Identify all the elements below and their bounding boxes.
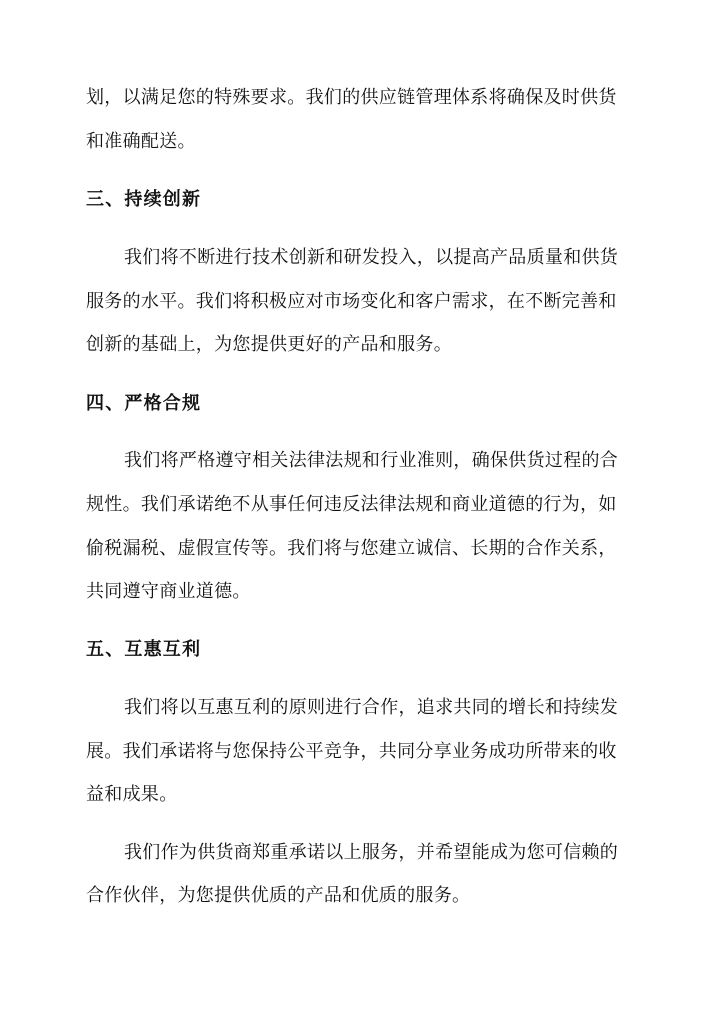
section-heading-mutual-benefit: 五、互惠互利 [86, 639, 202, 660]
closing-line-2: 合作伙伴，为您提供优质的产品和优质的服务。 [86, 885, 471, 906]
paragraph-line: 共同遵守商业道德。 [86, 581, 251, 602]
paragraph-line: 我们将以互惠互利的原则进行合作，追求共同的增长和持续发 [124, 697, 619, 718]
section-heading-compliance: 四、严格合规 [86, 393, 202, 414]
paragraph-line: 益和成果。 [86, 784, 178, 805]
continuation-line-1: 划，以满足您的特殊要求。我们的供应链管理体系将确保及时供货 [86, 87, 617, 108]
continuation-line-2: 和准确配送。 [86, 131, 196, 152]
paragraph-line: 展。我们承诺将与您保持公平竞争，共同分享业务成功所带来的收 [86, 741, 617, 762]
paragraph-line: 服务的水平。我们将积极应对市场变化和客户需求，在不断完善和 [86, 291, 617, 312]
section-heading-innovation: 三、持续创新 [86, 189, 202, 210]
closing-line-1: 我们作为供货商郑重承诺以上服务，并希望能成为您可信赖的 [124, 842, 619, 863]
paragraph-line: 偷税漏税、虚假宣传等。我们将与您建立诚信、长期的合作关系， [86, 538, 617, 559]
paragraph-line: 我们将不断进行技术创新和研发投入，以提高产品质量和供货 [124, 247, 619, 268]
paragraph-line: 我们将严格遵守相关法律法规和行业准则，确保供货过程的合 [124, 450, 619, 471]
paragraph-line: 规性。我们承诺绝不从事任何违反法律法规和商业道德的行为，如 [86, 494, 617, 515]
paragraph-line: 创新的基础上，为您提供更好的产品和服务。 [86, 334, 452, 355]
